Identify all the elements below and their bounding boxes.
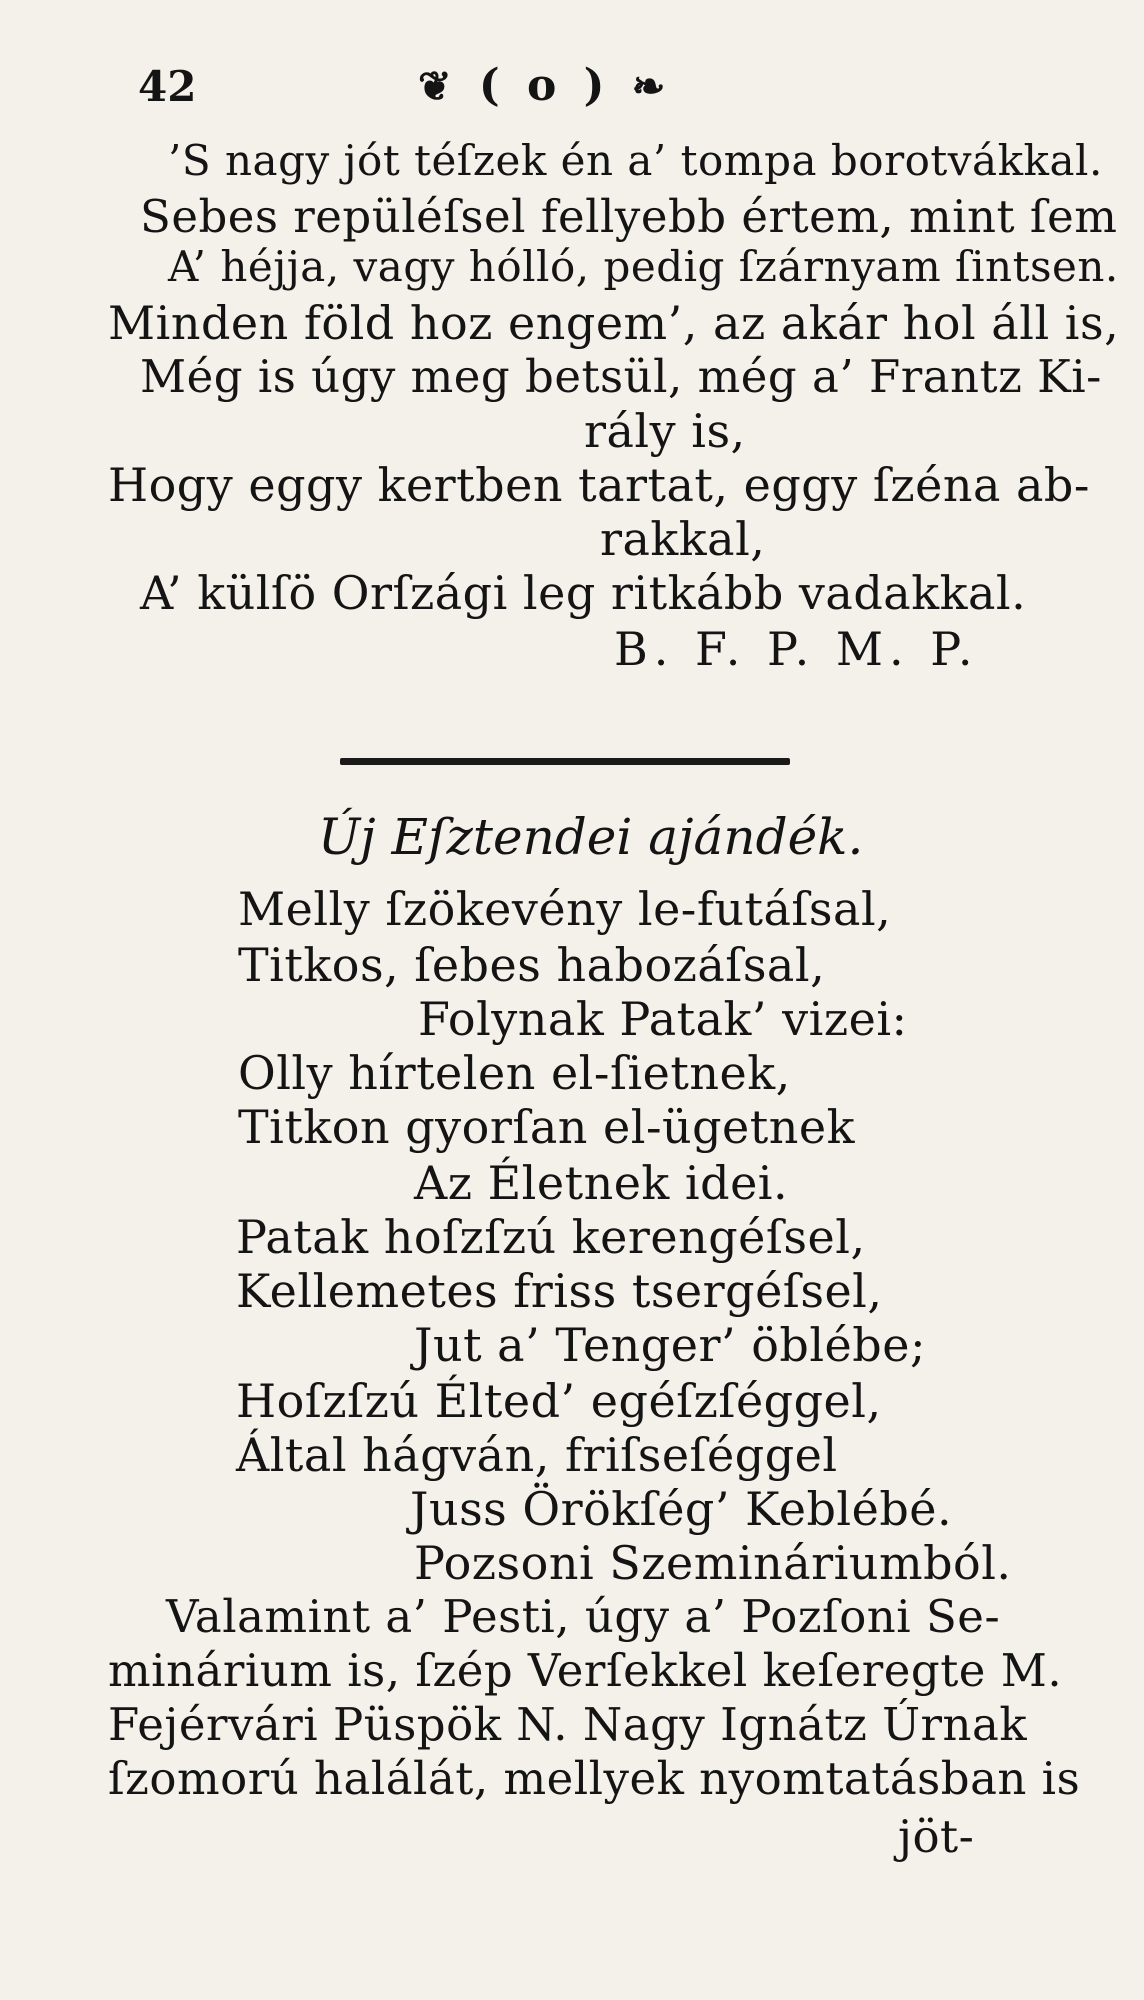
prose-line-3: Fejérvári Püspök N. Nagy Ignátz Úrnak: [108, 1698, 1028, 1751]
poem2-line-8: Kellemetes friss tsergéſsel,: [236, 1264, 883, 1318]
poem1-line-6: rály is,: [584, 404, 746, 458]
prose-line-4: ſzomorú halálát, mellyek nyomtatásban is: [108, 1752, 1081, 1805]
page-number: 42: [138, 62, 197, 111]
poem1-line-9: A’ külſö Orſzági leg ritkább vadakkal.: [140, 566, 1027, 620]
poem2-source: Pozsoni Szemináriumból.: [414, 1536, 1012, 1590]
poem1-line-8: rakkal,: [600, 512, 766, 566]
poem1-line-7: Hogy eggy kertben tartat, eggy ſzéna ab-: [108, 458, 1090, 512]
poem2-title: Új Eſztendei ajándék.: [318, 808, 864, 866]
poem1-line-4: Minden föld hoz engem’, az akár hol áll is,: [108, 296, 1120, 350]
catchword: jöt-: [898, 1810, 975, 1863]
poem2-line-6: Az Életnek idei.: [414, 1156, 789, 1210]
poem2-line-5: Titkon gyorſan el-ügetnek: [238, 1100, 855, 1154]
floral-ornament-left-icon: ❦: [418, 63, 458, 110]
poem1-line-2: Sebes repüléſsel fellyebb értem, mint ſem: [140, 190, 1118, 243]
poem2-line-2: Titkos, ſebes habozáſsal,: [238, 938, 826, 992]
poem2-line-11: Által hágván, friſseſéggel: [236, 1428, 838, 1482]
section-divider: [340, 758, 790, 765]
poem1-signature: B. F. P. M. P.: [614, 622, 979, 676]
poem1-line-5: Még is úgy meg betsül, még a’ Frantz Ki-: [140, 350, 1102, 403]
poem2-line-1: Melly ſzökevény le-futáſsal,: [238, 882, 892, 936]
poem2-line-12: Juss Örökſég’ Keblébé.: [410, 1482, 953, 1536]
poem2-line-7: Patak hoſzſzú kerengéſsel,: [236, 1210, 866, 1264]
running-header: [418, 60, 671, 111]
poem2-line-3: Folynak Patak’ vizei:: [418, 992, 908, 1046]
poem2-line-4: Olly hírtelen el-ſietnek,: [238, 1046, 791, 1100]
poem1-line-3: A’ héjja, vagy hólló, pedig ſzárnyam ſintsen.: [168, 242, 1119, 291]
poem2-line-9: Jut a’ Tenger’ öblébe;: [414, 1318, 926, 1372]
floral-ornament-right-icon: ❧: [631, 63, 672, 110]
poem2-line-10: Hoſzſzú Élted’ egéſzſéggel,: [236, 1374, 882, 1428]
prose-line-1: Valamint a’ Pesti, úgy a’ Pozſoni Se-: [166, 1590, 1001, 1643]
header-center-mark: ( o ): [478, 60, 611, 111]
prose-line-2: minárium is, ſzép Verſekkel keſeregte M.: [108, 1644, 1063, 1697]
poem1-line-1: ’S nagy jót téſzek én a’ tompa borotvákkal.: [168, 136, 1103, 185]
